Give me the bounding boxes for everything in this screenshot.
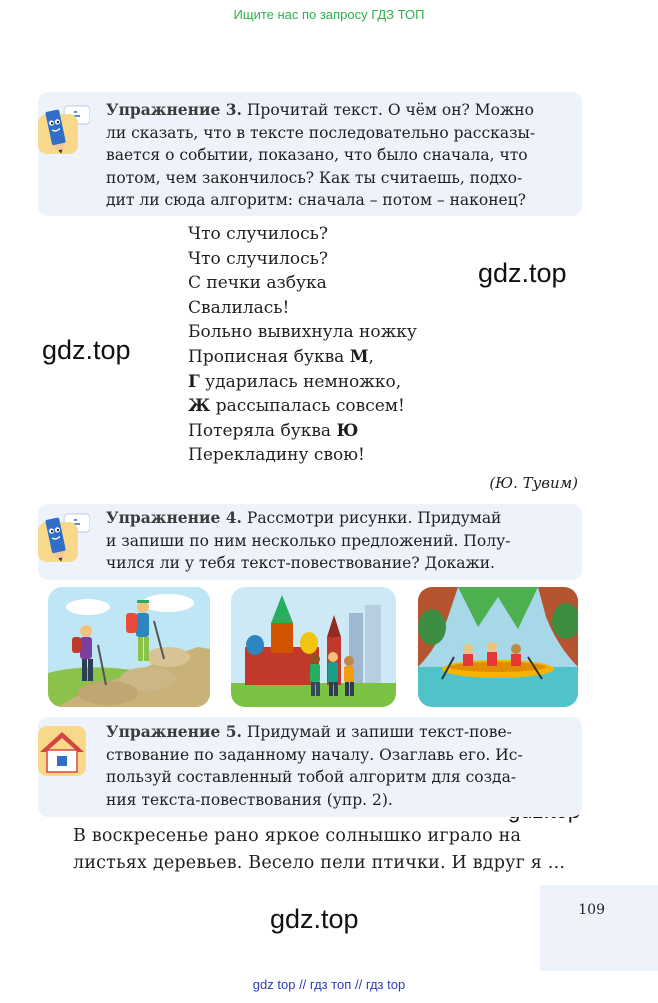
pencil-character-icon	[38, 100, 90, 152]
text-line: Придумай и запиши текст-пове-	[246, 723, 512, 741]
exercise-5-text	[106, 721, 568, 811]
footer-link[interactable]: gdz top	[252, 977, 296, 992]
text-line: потом, чем закончилось? Как ты считаешь, подхо-	[106, 168, 523, 187]
footer-links	[0, 977, 658, 992]
footer-link[interactable]: гдз top	[365, 977, 406, 992]
poem	[188, 222, 417, 468]
text-line: Рассмотри рисунки. Придумай	[246, 509, 502, 527]
exercise-4-title: Упражнение 4.	[106, 508, 242, 527]
poem-text: ,	[368, 346, 374, 367]
poem-line: Свалилась!	[188, 297, 290, 318]
story-line: В воскресенье рано яркое солнышко играло на	[73, 826, 522, 846]
text-line: ли сказать, что в тексте последовательно рассказы-	[106, 123, 536, 142]
page-number-box	[540, 885, 658, 971]
poem-line	[188, 419, 417, 444]
poem-bold-letter: Ю	[336, 420, 359, 441]
exercise-4-text	[106, 507, 568, 575]
top-search-link[interactable]: Ищите нас по запросу ГДЗ ТОП	[233, 7, 425, 22]
river-rafting-picture	[418, 587, 578, 707]
poem-bold-letter: Ж	[188, 396, 211, 417]
poem-line: С печки азбука	[188, 273, 327, 294]
text-line: Прочитай текст. О чём он? Можно	[246, 101, 534, 119]
poem-text: рассыпалась совсем!	[210, 396, 405, 417]
footer-separator: //	[299, 977, 307, 992]
text-line: ния текста-повествования (упр. 2).	[106, 790, 393, 809]
page-number: 109	[578, 902, 605, 918]
poem-line	[188, 394, 417, 419]
poem-text: ударилась немножко,	[199, 371, 402, 392]
text-line: пользуй составленный тобой алгоритм для созда-	[106, 768, 517, 786]
poem-line	[188, 370, 417, 395]
watermark: gdz.top	[270, 904, 359, 934]
house-icon	[38, 722, 90, 774]
poem-bold-letter: М	[349, 346, 369, 367]
poem-bold-letter: Г	[188, 371, 200, 392]
footer-separator: //	[354, 977, 363, 992]
text-line: чился ли у тебя текст-повествование? Докажи.	[106, 554, 495, 572]
poem-line: Что случилось?	[188, 224, 329, 244]
story-beginning	[73, 823, 583, 877]
poem-line	[188, 345, 417, 370]
story-line: листьях деревьев. Весело пели птички. И вдруг я ...	[73, 853, 566, 873]
watermark: gdz.top	[42, 335, 131, 365]
poem-text: Прописная буква	[188, 346, 350, 367]
poem-line: Что случилось?	[188, 248, 329, 269]
text-line: и запиши по ним несколько предложений. Полу-	[106, 531, 511, 550]
watermark: gdz.top	[478, 258, 567, 288]
footer-link[interactable]: гдз топ	[309, 977, 352, 992]
text-line: ствование по заданному началу. Озаглавь его. Ис-	[106, 745, 523, 764]
poem-line: Больно вывихнула ножку	[188, 322, 417, 343]
exercise-3-text	[106, 99, 568, 212]
poem-line: Перекладину свою!	[188, 445, 365, 466]
poem-text: Потеряла буква	[188, 420, 337, 441]
exercise-3-title: Упражнение 3.	[106, 100, 242, 119]
exercise-5-title: Упражнение 5.	[106, 722, 242, 741]
text-line: вается о событии, показано, что было сначала, что	[106, 146, 528, 164]
poem-author: (Ю. Тувим)	[489, 474, 578, 492]
text-line: дит ли сюда алгоритм: сначала – потом – наконец?	[106, 191, 526, 209]
hikers-mountain-picture	[48, 587, 210, 707]
moscow-tourists-picture	[231, 587, 396, 707]
pencil-character-icon	[38, 508, 90, 560]
